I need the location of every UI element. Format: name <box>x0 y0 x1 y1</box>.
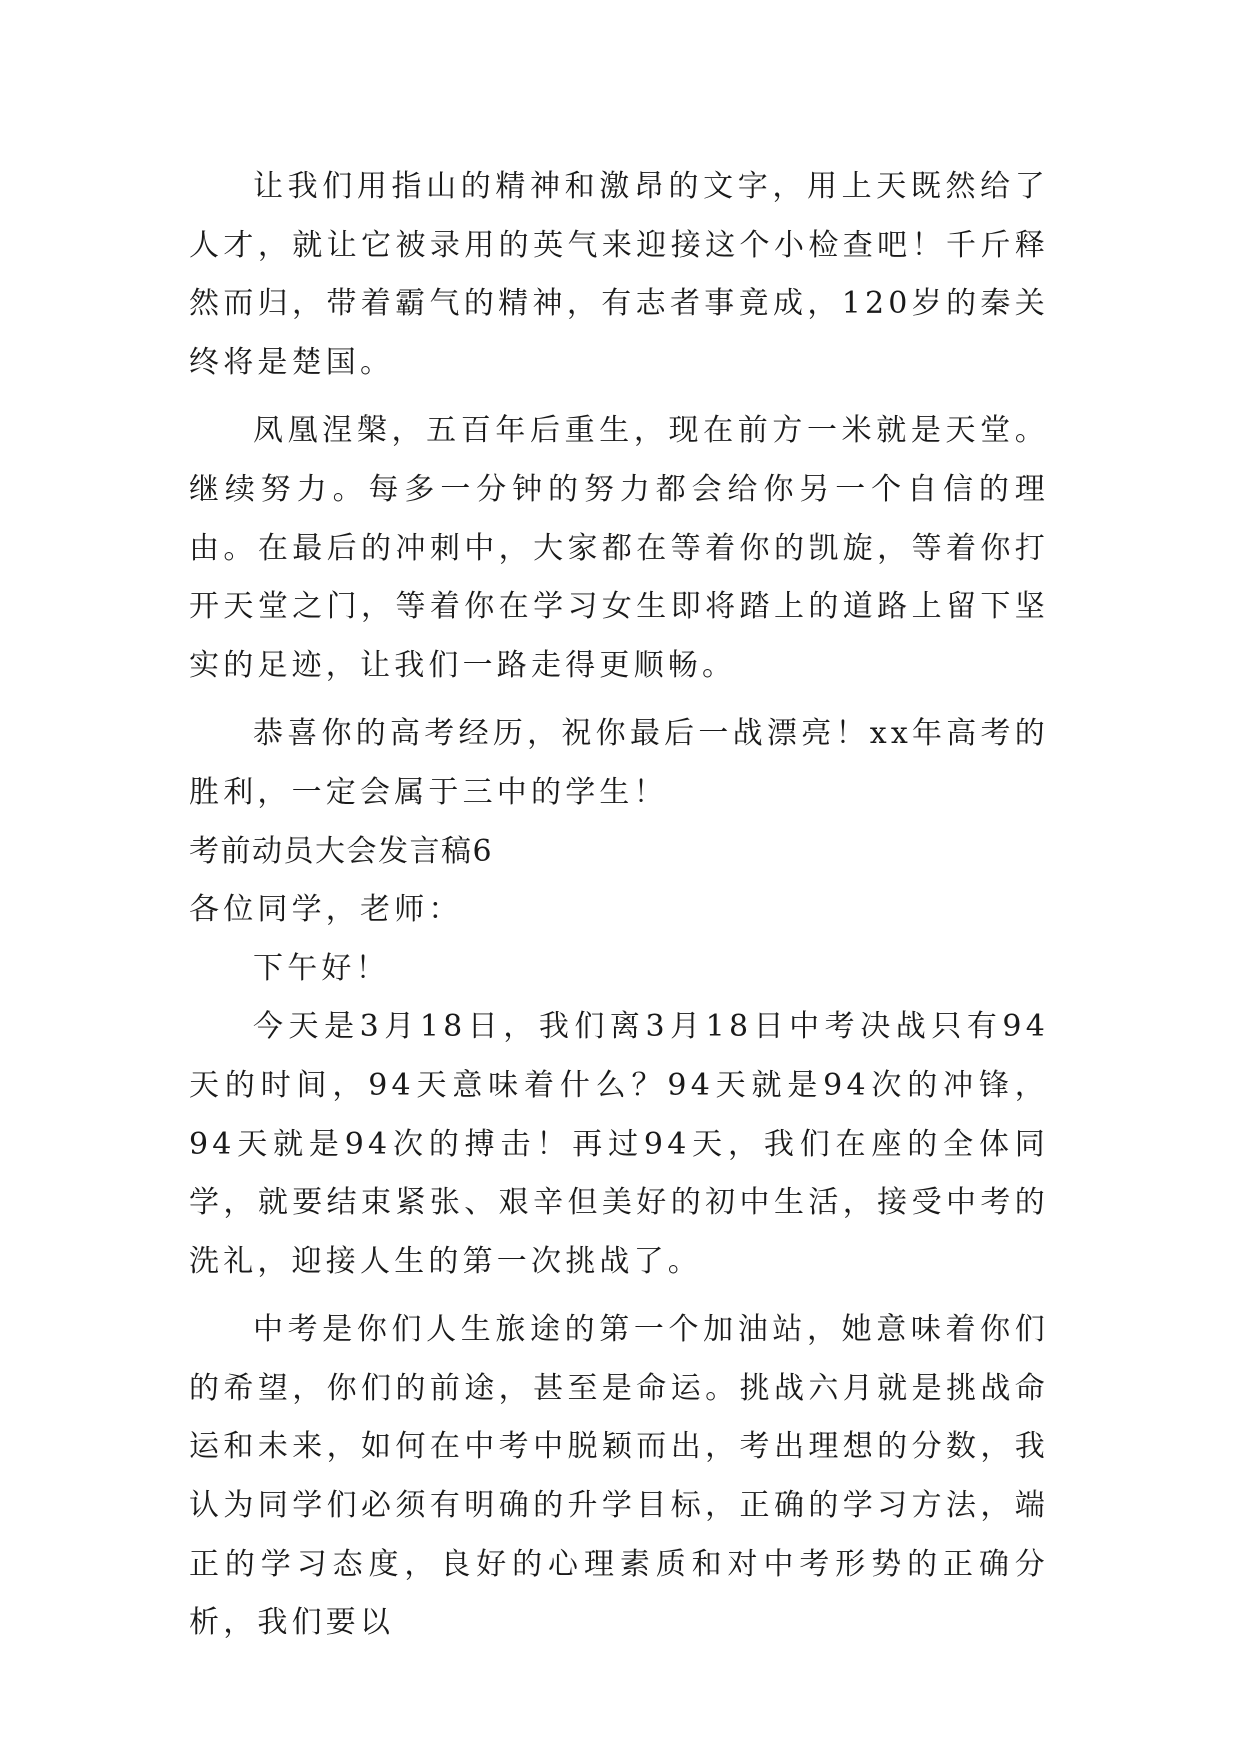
document-body <box>189 158 1049 1653</box>
section-heading: 考前动员大会发言稿6 <box>189 833 494 869</box>
paragraph-phoenix: 凤凰涅槃，五百年后重生，现在前方一米就是天堂。继续努力。每多一分钟的努力都会给你另一个自信的理由。在最后的冲刺中，大家都在等着你的凯旋，等着你打开天堂之门，等着你在学习女生即将踏上的道路上留下坚实的足迹，让我们一路走得更顺畅。 <box>189 413 1049 683</box>
paragraph-congratulations: 恭喜你的高考经历，祝你最后一战漂亮！xx年高考的胜利，一定会属于三中的学生！ <box>189 716 1049 810</box>
salutation: 各位同学，老师： <box>189 892 463 928</box>
paragraph-exam-significance: 中考是你们人生旅途的第一个加油站，她意味着你们的希望，你们的前途，甚至是命运。挑战六月就是挑战命运和未来，如何在中考中脱颖而出，考出理想的分数，我认为同学们必须有明确的升学目标，正确的学习方法，端正的学习态度，良好的心理素质和对中考形势的正确分析，我们要以 <box>189 1312 1049 1641</box>
paragraph-spirit: 让我们用指山的精神和激昂的文字，用上天既然给了人才，就让它被录用的英气来迎接这个小检查吧！千斤释然而归，带着霸气的精神，有志者事竟成，120岁的秦关终将是楚国。 <box>189 169 1049 380</box>
paragraph-countdown: 今天是3月18日，我们离3月18日中考决战只有94天的时间，94天意味着什么？94天就是94次的冲锋，94天就是94次的搏击！再过94天，我们在座的全体同学，就要结束紧张、艰辛但美好的初中生活，接受中考的洗礼，迎接人生的第一次挑战了。 <box>189 1009 1049 1279</box>
greeting: 下午好！ <box>253 950 390 986</box>
